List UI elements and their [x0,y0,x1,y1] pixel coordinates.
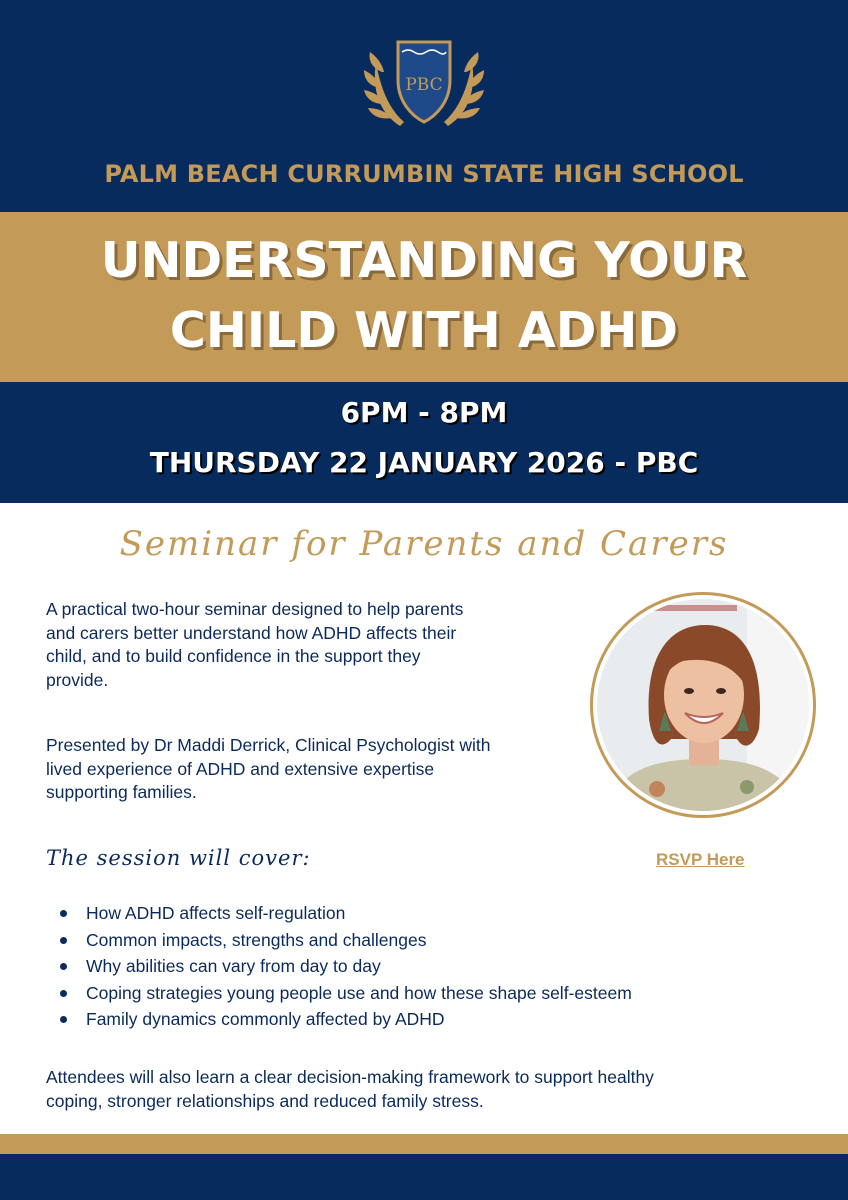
seminar-title-line-2: CHILD WITH ADHD [169,302,679,359]
intro-line: provide. [46,669,109,690]
closing-line: coping, stronger relationships and reduced family stress. [46,1090,484,1111]
seminar-title [0,226,848,366]
closing-line: Attendees will also learn a clear decision-making framework to support healthy [46,1067,654,1087]
presenter-paragraph [46,734,591,805]
school-name: PALM BEACH CURRUMBIN STATE HIGH SCHOOL [104,160,744,188]
presenter-line: supporting families. [46,782,197,802]
school-crest-logo [364,28,484,140]
presenter-photo-frame [590,592,816,818]
presenter-photo [597,599,809,811]
session-heading: The session will cover: [46,846,311,870]
intro-paragraph [46,598,586,692]
seminar-subtitle: Seminar for Parents and Carers [119,524,729,564]
list-item: Common impacts, strengths and challenges [86,927,632,954]
seminar-title-line-1: UNDERSTANDING YOUR [100,232,748,289]
footer-band [0,1154,848,1200]
list-item: Why abilities can vary from day to day [86,953,632,980]
crest-text: PBC [405,75,443,95]
presenter-line: Presented by Dr Maddi Derrick, Clinical Psychologist with [46,735,491,755]
list-item: Coping strategies young people use and how these shape self-esteem [86,980,632,1007]
event-date: THURSDAY 22 JANUARY 2026 - PBC [149,446,699,479]
topic-list [86,900,632,1033]
closing-paragraph [46,1066,826,1113]
footer-gold-stripe [0,1134,848,1154]
intro-line: A practical two-hour seminar designed to help parents [46,599,464,619]
event-time: 6PM - 8PM [340,396,508,429]
intro-line: child, and to build confidence in the support they [46,646,421,666]
presenter-line: lived experience of ADHD and extensive expertise [46,758,435,779]
list-item: How ADHD affects self-regulation [86,900,632,927]
rsvp-link[interactable]: RSVP Here [656,850,745,869]
intro-line: and carers better understand how ADHD affects their [46,622,457,643]
list-item: Family dynamics commonly affected by ADHD [86,1006,632,1033]
